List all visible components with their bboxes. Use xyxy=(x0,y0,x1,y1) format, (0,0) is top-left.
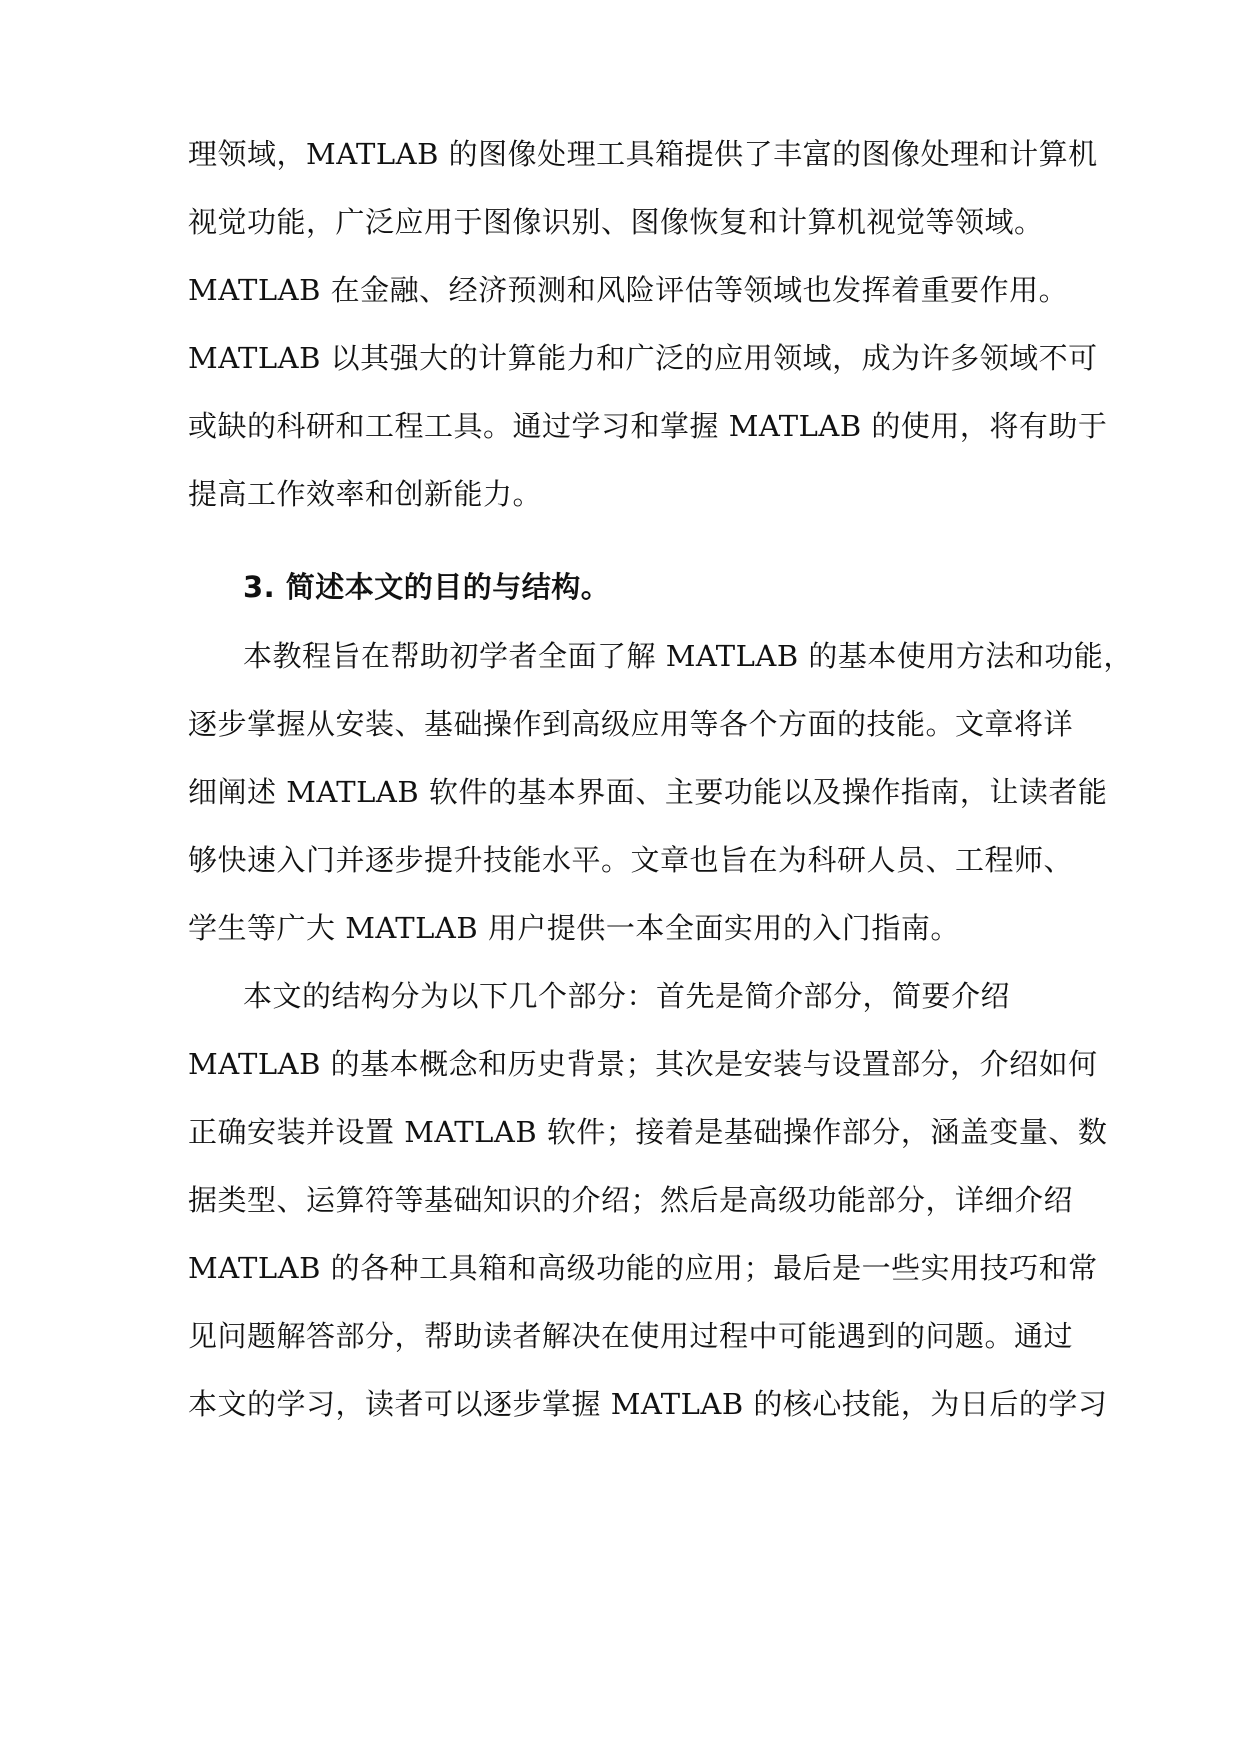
section-heading: 3. 简述本文的目的与结构。 xyxy=(243,570,611,604)
paragraph-line: MATLAB 的各种工具箱和高级功能的应用；最后是一些实用技巧和常 xyxy=(188,1251,1098,1285)
paragraph-line: 学生等广大 MATLAB 用户提供一本全面实用的入门指南。 xyxy=(188,911,960,945)
paragraph-line: 据类型、运算符等基础知识的介绍；然后是高级功能部分，详细介绍 xyxy=(188,1183,1074,1217)
paragraph-line: MATLAB 在金融、经济预测和风险评估等领域也发挥着重要作用。 xyxy=(188,273,1069,307)
paragraph-line: 见问题解答部分，帮助读者解决在使用过程中可能遇到的问题。通过 xyxy=(188,1319,1074,1353)
paragraph-line: 够快速入门并逐步提升技能水平。文章也旨在为科研人员、工程师、 xyxy=(188,843,1074,877)
paragraph-line: 视觉功能，广泛应用于图像识别、图像恢复和计算机视觉等领域。 xyxy=(188,205,1044,239)
paragraph-line: MATLAB 的基本概念和历史背景；其次是安装与设置部分，介绍如何 xyxy=(188,1047,1098,1081)
paragraph-line: 提高工作效率和创新能力。 xyxy=(188,477,543,511)
paragraph-line: 本教程旨在帮助初学者全面了解 MATLAB 的基本使用方法和功能， xyxy=(243,639,1133,673)
paragraph-line: 或缺的科研和工程工具。通过学习和掌握 MATLAB 的使用，将有助于 xyxy=(188,409,1108,443)
paragraph-line: 本文的结构分为以下几个部分：首先是简介部分，简要介绍 xyxy=(243,979,1011,1013)
paragraph-line: 正确安装并设置 MATLAB 软件；接着是基础操作部分，涵盖变量、数 xyxy=(188,1115,1108,1149)
paragraph-line: 本文的学习，读者可以逐步掌握 MATLAB 的核心技能，为日后的学习 xyxy=(188,1387,1108,1421)
paragraph-line: MATLAB 以其强大的计算能力和广泛的应用领域，成为许多领域不可 xyxy=(188,341,1098,375)
paragraph-line: 细阐述 MATLAB 软件的基本界面、主要功能以及操作指南，让读者能 xyxy=(188,775,1108,809)
paragraph-line: 理领域，MATLAB 的图像处理工具箱提供了丰富的图像处理和计算机 xyxy=(188,137,1098,171)
paragraph-line: 逐步掌握从安装、基础操作到高级应用等各个方面的技能。文章将详 xyxy=(188,707,1074,741)
